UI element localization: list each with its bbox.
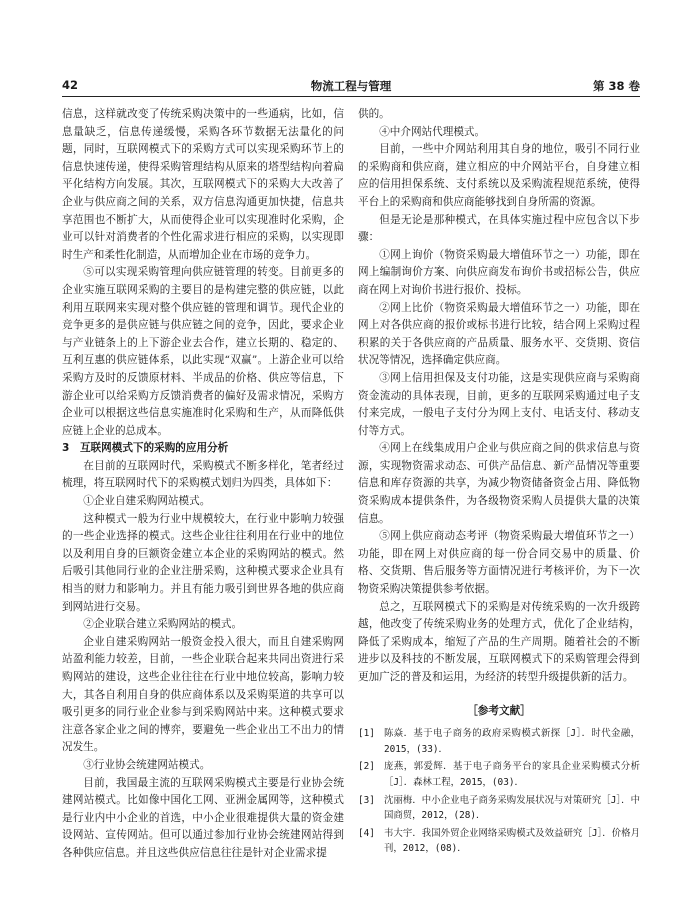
paragraph: ⑤可以实现采购管理向供应链管理的转变。目前更多的企业实施互联网采购的主要目的是构建完整的供应链，以此利用互联网来实现对整个供应链的管理和调节。现代企业的竞争更多的是供应链与供应链之间的竞争，因此，要求企业与产业链条上的上下游企业去合作，建立长期的、稳定的、互利互惠的供应链体系，以此实现“双赢”。上游企业可以给采购方及时的反馈原材料、半成品的价格、供应等信息，下游企业可以给采购方反馈消费者的偏好及需求情况，采购方企业可以根据这些信息实施准时化采购和生产，从而降低供应链上企业的总成本。 [62,266,344,437]
paragraph: ①企业自建采购网站模式。 [83,495,211,508]
paragraph: ③网上信用担保及支付功能，这是实现供应商与采购商资金流动的具体表现，目前，更多的互联网采购通过电子支付来完成，一般电子支付分为网上支付、电话支付、移动支付等方式。 [358,371,640,437]
paragraph: ①网上询价（物资采购最大增值环节之一）功能，即在网上编制询价方案、向供应商发布询价书或招标公告，供应商在网上对询价书进行报价、投标。 [358,248,640,296]
reference-item [358,759,640,790]
page-header [62,78,640,96]
paragraph: 目前，我国最主流的互联网采购模式主要是行业协会统建网站模式。比如像中国化工网、亚洲金属网等，这种模式是行业内中小企业的首选，中小企业很难提供大量的资金建设网站、宣传网站。但可以通过参加行业协会统建网站得到各种供应信息。并且这些供应信息往往是针对企业需求提 [62,776,344,859]
reference-number: [3] [358,794,375,806]
header-rule [62,96,640,97]
reference-number: [2] [358,761,375,773]
page-number: 42 [62,78,79,92]
reference-text: 沈丽梅．中小企业电子商务采购发展状况与对策研究［J］．中国商贸，2012，(28)． [384,794,640,822]
paragraph: 总之，互联网模式下的采购是对传统采购的一次升级跨越，他改变了传统采购业务的处理方式，优化了企业结构，降低了采购成本，缩短了产品的生产周期。随着社会的不断进步以及科技的不断发展，互联网模式下的采购管理会得到更加广泛的普及和运用，为经济的转型升级提供新的活力。 [358,600,640,683]
paragraph: 供的。 [358,108,390,120]
reference-text: 韦大宇．我国外贸企业网络采购模式及效益研究［J］．价格月刊，2012，(08)． [384,827,640,855]
paragraph: 目前，一些中介网站利用其自身的地位，吸引不同行业的采购商和供应商，建立相应的中介网站平台，自身建立相应的信用担保系统、支付系统以及采购流程规范系统，使得平台上的采购商和供应商能够找到自身所需的资源。 [358,143,640,208]
reference-item [358,726,640,757]
paragraph: ②企业联合建立采购网站的模式。 [83,618,243,631]
references-list [358,726,640,857]
paragraph: 信息，这样就改变了传统采购决策中的一些通病，比如，信息量缺乏，信息传递缓慢，采购各环节数据无法量化的问题，同时，互联网模式下的采购方式可以实现采购环节上的信息快速传递，使得采购管理结构从原来的塔型结构向着扁平化结构方向发展。其次，互联网模式下的采购大大改善了企业与供应商之间的关系，双方信息沟通更加快捷，信息共享范围也不断扩大，从而使得企业可以实现准时化采购，企业可以针对消费者的个性化需求进行相应的采购，以实现即时生产和柔性化制造，从而增加企业在市场的竞争力。 [62,108,344,261]
reference-number: [1] [358,728,375,740]
right-column [358,106,640,859]
reference-number: [4] [358,827,375,839]
volume-label: 第 38 卷 [592,79,640,93]
paragraph: ④中介网站代理模式。 [379,125,486,138]
reference-text: 庞燕，郭爱辉．基于电子商务平台的家具企业采购模式分析［J］．森林工程，2015，(03)． [384,761,640,788]
reference-item [358,826,640,857]
journal-title: 物流工程与管理 [310,79,392,93]
paragraph: ④网上在线集成用户企业与供应商之间的供求信息与资源，实现物资需求动态、可供产品信息、新产品情况等重要信息和库存资源的共享，为减少物资储备资金占用、降低物资采购成本提供条件，为各级物资采购人员提供大量的决策信息。 [358,442,640,525]
paragraph: ③行业协会统建网站模式。 [83,758,211,771]
paragraph: 在目前的互联网时代，采购模式不断多样化，笔者经过梳理，将互联网时代下的采购模式划归为四类，具体如下： [62,459,344,490]
reference-item [358,793,640,824]
paragraph: 但是无论是那种模式，在具体实施过程中应包含以下步骤： [358,213,640,244]
left-column [62,106,344,863]
paragraph: ⑤网上供应商动态考评（物资采购最大增值环节之一）功能，即在网上对供应商的每一份合同交易中的质量、价格、交货期、售后服务等方面情况进行考核评价，为下一次物资采购决策提供参考依据。 [358,530,640,596]
references-title: ［参考文献］ [467,704,531,717]
right-column-body [358,106,640,687]
reference-text: 陈焱．基于电子商务的政府采购模式新探［J］．时代金融，2015，(33)． [384,728,640,755]
paragraph: ②网上比价（物资采购最大增值环节之一）功能，即在网上对各供应商的报价或标书进行比较，结合网上采购过程积累的关于各供应商的产品质量、服务水平、交货期、资信状况等情况，选择确定供应商。 [358,301,640,367]
paragraph: 这种模式一般为行业中规模较大，在行业中影响力较强的一些企业选择的模式。这些企业往往利用在行业中的地位以及利用自身的巨额资金建立本企业的采购网站的模式。然后吸引其他同行业的企业注册采购，这种模式要求企业具有相当的财力和影响力。并且有能力吸引到世界各地的供应商到网站进行交易。 [62,512,344,613]
paragraph: 企业自建采购网站一般资金投入很大，而且自建采购网站盈利能力较差，目前，一些企业联合起来共同出资进行采购网站的建设，这些企业往往在行业中地位较高，影响力较大，其各自利用自身的供应商体系以及采购渠道的共享可以吸引更多的同行业企业参与到采购网站中来。这种模式要求注意各家企业之间的博弈，要避免一些企业出工不出力的情况发生。 [62,635,344,754]
section-heading: 3 互联网模式下的采购的应用分析 [62,442,229,455]
